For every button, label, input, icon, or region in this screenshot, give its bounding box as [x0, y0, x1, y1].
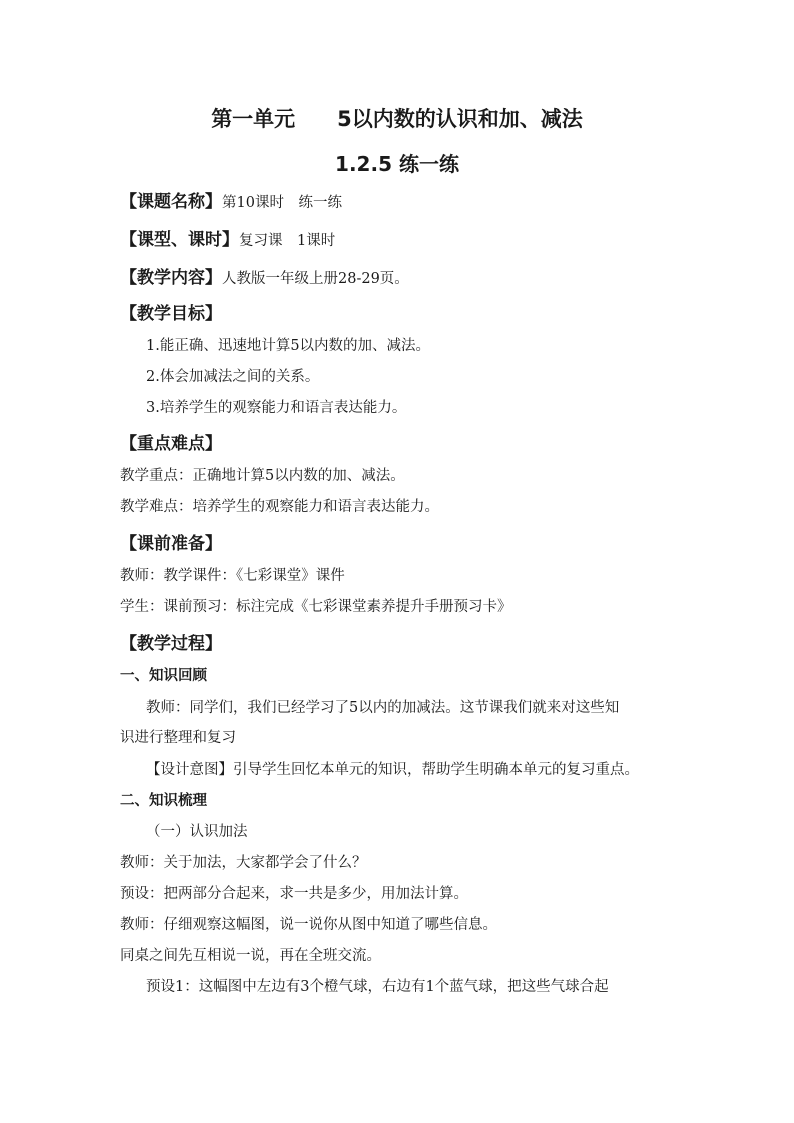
- objective-item: 2.体会加减法之间的关系。: [146, 369, 320, 385]
- preparation-heading: 【课前准备】: [120, 534, 222, 554]
- lesson-name-value: 第10课时 练一练: [222, 195, 342, 211]
- dialogue-line: 预设：把两部分合起来，求一共是多少，用加法计算。: [120, 886, 468, 902]
- objectives-heading: 【教学目标】: [120, 304, 222, 324]
- objective-item: 3.培养学生的观察能力和语言表达能力。: [146, 400, 407, 416]
- key-points-heading: 【重点难点】: [120, 434, 222, 454]
- lesson-name-label: 【课题名称】: [120, 192, 222, 212]
- dialogue-line: 教师：关于加法，大家都学会了什么？: [120, 855, 367, 871]
- content-value: 人教版一年级上册28-29页。: [222, 271, 409, 287]
- dialogue-line: 教师：仔细观察这幅图，说一说你从图中知道了哪些信息。: [120, 917, 497, 933]
- lesson-subtitle: 1.2.5 练一练: [335, 152, 459, 176]
- lesson-name-line: [120, 192, 342, 213]
- preparation-item: 学生：课前预习：标注完成《七彩课堂素养提升手册预习卡》: [120, 599, 512, 615]
- content-label: 【教学内容】: [120, 268, 222, 288]
- section-review: 一、知识回顾: [120, 668, 207, 684]
- subsection-addition: （一）认识加法: [146, 824, 248, 840]
- dialogue-line: 预设1：这幅图中左边有3个橙气球，右边有1个蓝气球，把这些气球合起: [146, 979, 609, 995]
- paragraph-review: 教师：同学们，我们已经学习了5以内的加减法。这节课我们就来对这些知: [146, 700, 620, 716]
- preparation-item: 教师：教学课件：《七彩课堂》课件: [120, 568, 345, 584]
- dialogue-line: 同桌之间先互相说一说，再在全班交流。: [120, 948, 381, 964]
- lesson-type-label: 【课型、课时】: [120, 230, 239, 250]
- key-point-item: 教学重点：正确地计算5以内数的加、减法。: [120, 468, 405, 484]
- objective-item: 1.能正确、迅速地计算5以内数的加、减法。: [146, 338, 431, 354]
- content-line: [120, 268, 409, 289]
- section-knowledge: 二、知识梳理: [120, 793, 207, 809]
- document-title: 第一单元 5以内数的认识和加、减法: [211, 107, 583, 131]
- key-point-item: 教学难点：培养学生的观察能力和语言表达能力。: [120, 499, 439, 515]
- lesson-type-line: [120, 230, 335, 251]
- process-heading: 【教学过程】: [120, 634, 222, 654]
- paragraph-review-cont: 识进行整理和复习: [120, 730, 236, 746]
- design-intent: 【设计意图】引导学生回忆本单元的知识，帮助学生明确本单元的复习重点。: [146, 762, 639, 778]
- lesson-type-value: 复习课 1课时: [239, 233, 336, 249]
